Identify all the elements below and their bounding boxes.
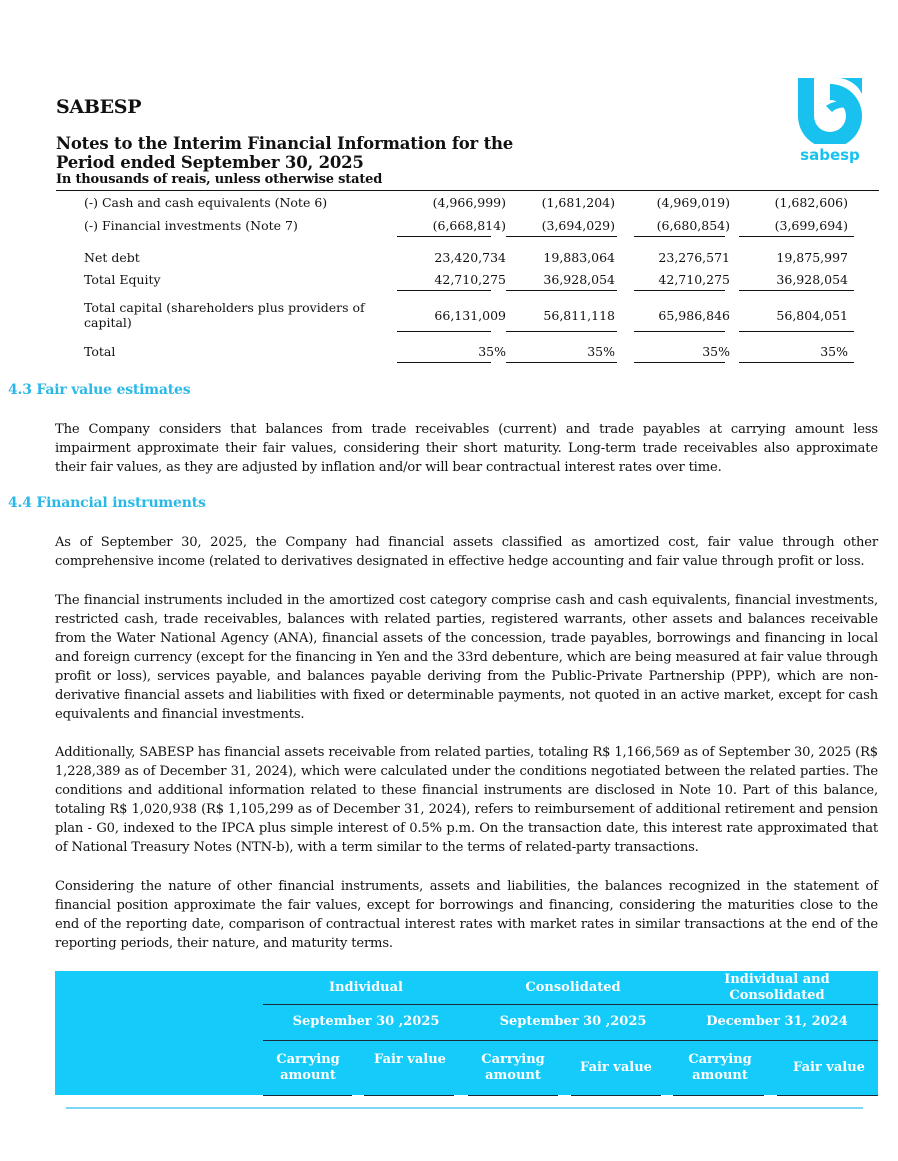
column-header-carrying-amount: Carrying amount [481, 1052, 545, 1083]
cell: 35% [820, 344, 848, 359]
underline [397, 236, 491, 237]
cell: 19,883,064 [543, 250, 615, 265]
underline [739, 290, 854, 291]
column-underline [468, 1095, 558, 1096]
period-individual-and-consolidated: December 31, 2024 [706, 1014, 848, 1029]
row-label: (-) Financial investments (Note 7) [84, 218, 298, 233]
header-divider [263, 1004, 878, 1005]
column-underline [263, 1095, 352, 1096]
document-title-line-1: Notes to the Interim Financial Information for the [56, 134, 514, 153]
section-heading-fair-value-estimates: 4.3 Fair value estimates [8, 382, 191, 398]
logo-wordmark: sabesp [800, 146, 860, 164]
paragraph: Considering the nature of other financial instruments, assets and liabilities, the balances recognized in the statement of financial position approximate the fair values, except for borrowings and financing, considering the maturities close to the end of the reporting date, comparison of contractual interest rates with market rates in similar transactions at the end of the reporting periods, their nature, and maturity terms. [55, 879, 878, 951]
column-underline [673, 1095, 764, 1096]
section-heading-financial-instruments: 4.4 Financial instruments [8, 495, 206, 511]
cell: 56,811,118 [543, 308, 615, 323]
underline [739, 362, 854, 363]
underline [634, 331, 725, 332]
column-underline [364, 1095, 454, 1096]
cell: (1,682,606) [774, 195, 848, 210]
cell: (6,668,814) [432, 218, 506, 233]
underline [506, 236, 617, 237]
group-header-individual-and-consolidated: Individual and Consolidated [724, 972, 830, 1003]
underline [397, 331, 491, 332]
paragraph: Additionally, SABESP has financial assets receivable from related parties, totaling R$ 1,166,569 as of September 30, 2025 (R$ 1,228,389 as of December 31, 2024), which were calculated under the conditions negotiated between the related parties. The conditions and additional information related to these financial instruments are disclosed in Note 10. Part of this balance, totaling R$ 1,020,938 (R$ 1,105,299 as of December 31, 2024), refers to reimbursement of additional retirement and pension plan - G0, indexed to the IPCA plus simple interest of 0.5% p.m. On the transaction date, this interest rate approximated that of National Treasury Notes (NTN-b), with a term similar to the terms of related-party transactions. [55, 745, 878, 855]
cell: 36,928,054 [776, 272, 848, 287]
fair-value-table-header [55, 971, 878, 1095]
underline [506, 362, 617, 363]
cell: (1,681,204) [541, 195, 615, 210]
header-divider [263, 1040, 878, 1041]
underline [397, 362, 491, 363]
underline [634, 290, 725, 291]
cell: 23,276,571 [658, 250, 730, 265]
cell: 23,420,734 [434, 250, 506, 265]
column-header-fair-value: Fair value [374, 1052, 446, 1067]
cell: 19,875,997 [776, 250, 848, 265]
underline [634, 236, 725, 237]
column-underline [777, 1095, 878, 1096]
cell: 65,986,846 [658, 308, 730, 323]
cell: 42,710,275 [434, 272, 506, 287]
cell: (6,680,854) [656, 218, 730, 233]
cell: (3,694,029) [541, 218, 615, 233]
underline [506, 331, 617, 332]
page-bottom-rule [66, 1107, 863, 1109]
cell: 35% [478, 344, 506, 359]
column-header-fair-value: Fair value [580, 1060, 652, 1075]
document-title-line-2: Period ended September 30, 2025 [56, 153, 364, 172]
row-label: Total capital (shareholders plus providers of capital) [84, 300, 365, 330]
cell: 42,710,275 [658, 272, 730, 287]
cell: (4,969,019) [656, 195, 730, 210]
row-label: (-) Cash and cash equivalents (Note 6) [84, 195, 328, 210]
sabesp-logo [796, 76, 864, 168]
period-individual: September 30 ,2025 [292, 1014, 440, 1029]
cell: 35% [702, 344, 730, 359]
cell: 56,804,051 [776, 308, 848, 323]
column-header-fair-value: Fair value [793, 1060, 865, 1075]
cell: 36,928,054 [543, 272, 615, 287]
column-underline [571, 1095, 661, 1096]
group-header-individual: Individual [329, 980, 403, 995]
paragraph: As of September 30, 2025, the Company had financial assets classified as amortized cost, fair value through other comprehensive income (related to derivatives designated in effective hedge accounting and fair value through profit or loss. [55, 535, 878, 569]
header-divider [56, 190, 879, 191]
row-label: Total Equity [84, 272, 161, 287]
group-header-consolidated: Consolidated [525, 980, 621, 995]
cell: 35% [587, 344, 615, 359]
underline [397, 290, 491, 291]
cell: 66,131,009 [434, 308, 506, 323]
paragraph: The financial instruments included in the amortized cost category comprise cash and cash equivalents, financial investments, restricted cash, trade receivables, balances with related parties, registered warrants, other assets and balances receivable from the Water National Agency (ANA), financial assets of the concession, trade payables, borrowings and financing in local and foreign currency (except for the financing in Yen and the 33rd debenture, which are being measured at fair value through profit or loss), services payable, and balances payable deriving from the Public-Private Partnership (PPP), which are non-derivative financial assets and liabilities with fixed or determinable payments, not quoted in an active market, except for cash equivalents and financial investments. [55, 593, 878, 722]
underline [739, 236, 854, 237]
document-subtitle: In thousands of reais, unless otherwise stated [56, 172, 383, 187]
column-header-carrying-amount: Carrying amount [276, 1052, 340, 1083]
document-title [56, 134, 516, 172]
underline [506, 290, 617, 291]
row-label: Total [84, 344, 116, 359]
underline [739, 331, 854, 332]
cell: (3,699,694) [774, 218, 848, 233]
row-label: Net debt [84, 250, 140, 265]
sabesp-logo-icon [796, 76, 864, 144]
column-header-carrying-amount: Carrying amount [688, 1052, 752, 1083]
cell: (4,966,999) [432, 195, 506, 210]
paragraph: The Company considers that balances from trade receivables (current) and trade payables at carrying amount less impairment approximate their fair values, considering their short maturity. Long-term trade receivables also approximate their fair values, as they are adjusted by inflation and/or will bear contractual interest rates over time. [55, 422, 878, 475]
period-consolidated: September 30 ,2025 [499, 1014, 647, 1029]
underline [634, 362, 725, 363]
company-name: SABESP [56, 96, 142, 118]
